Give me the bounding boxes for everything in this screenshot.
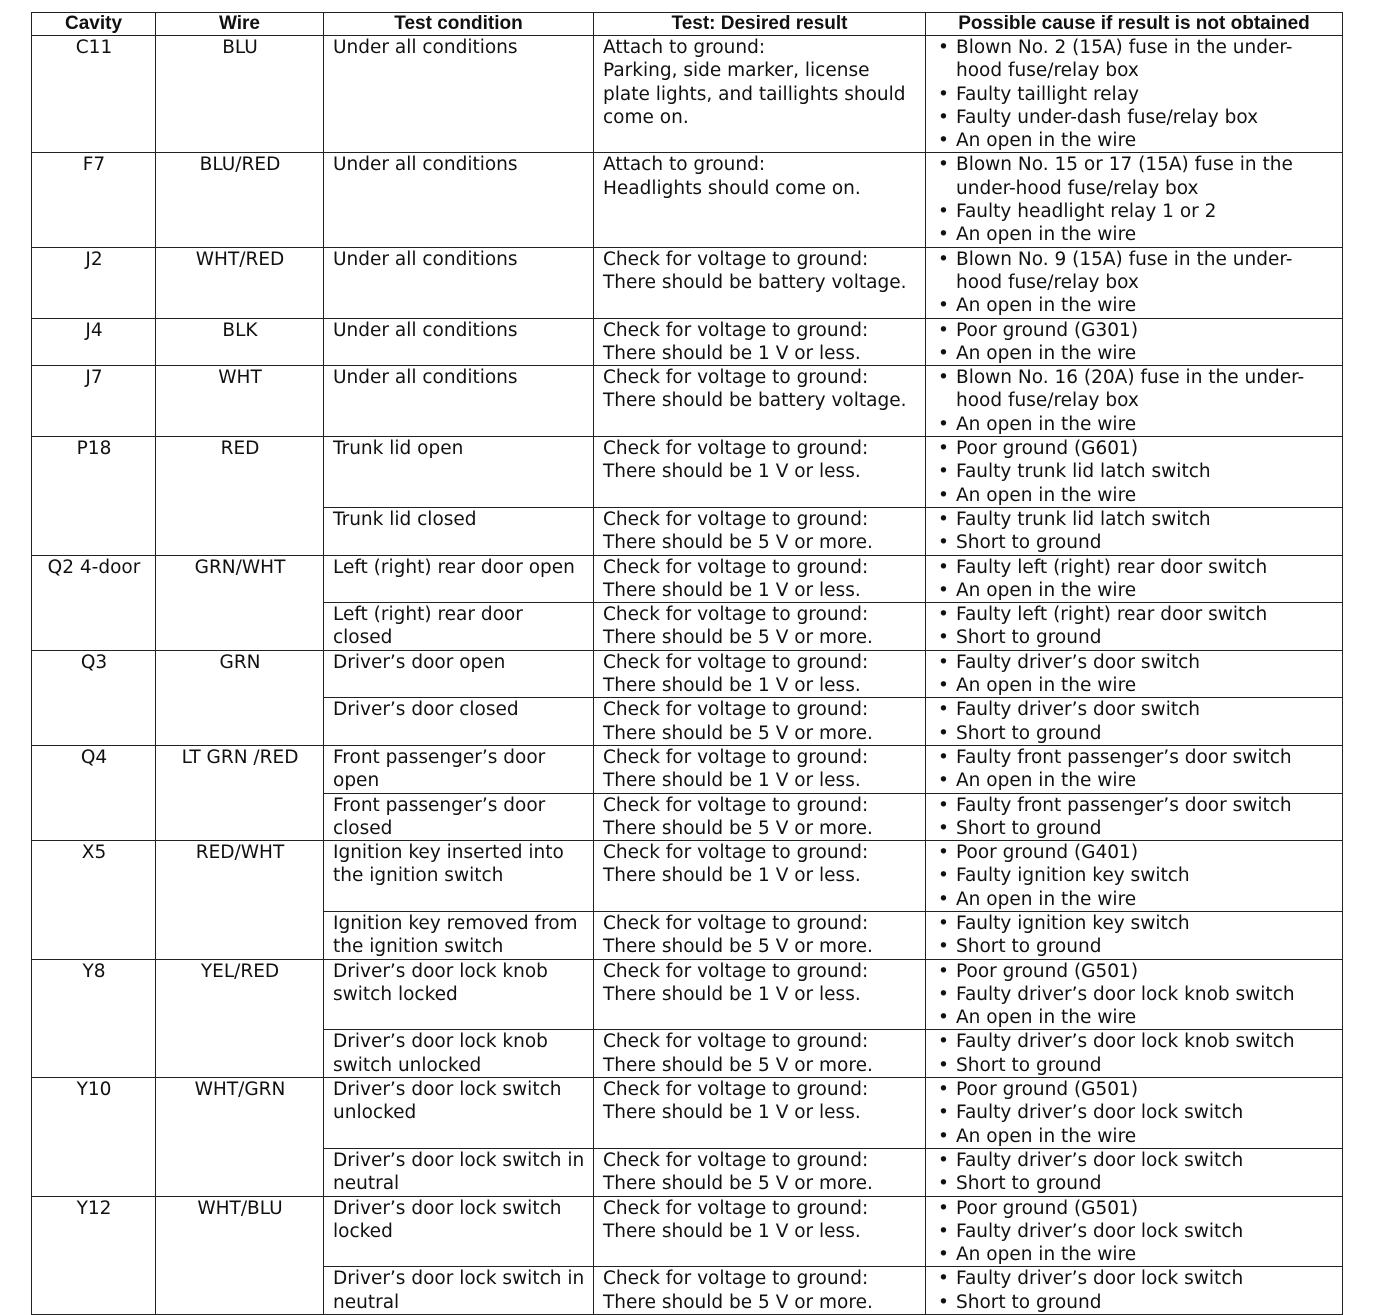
possible-cause-cell (926, 1267, 1343, 1315)
result-line: There should be 5 V or more. (603, 1291, 873, 1313)
cause-list (935, 248, 1334, 318)
result-line: Check for voltage to ground: (603, 1149, 869, 1171)
possible-cause-cell (926, 437, 1343, 508)
cause-item: • Blown No. 15 or 17 (15A) fuse in the under-hood fuse/relay box (956, 153, 1334, 200)
result-line: Check for voltage to ground: (603, 1268, 869, 1290)
cause-list (935, 36, 1334, 152)
cause-item: • An open in the wire (956, 342, 1334, 365)
desired-result-cell (594, 366, 926, 437)
test-condition-cell: Front passenger’s door closed (324, 793, 594, 841)
desired-result-cell (594, 603, 926, 651)
cause-item: • Faulty driver’s door switch (956, 698, 1334, 721)
table-row (32, 366, 1343, 437)
cavity-cell: Y12 (32, 1196, 156, 1314)
wire-cell: BLU/RED (156, 153, 324, 247)
possible-cause-cell (926, 555, 1343, 603)
result-line: There should be 1 V or less. (603, 983, 861, 1005)
test-condition-cell: Ignition key removed from the ignition switch (324, 911, 594, 959)
table-row (32, 650, 1343, 698)
desired-result-cell (594, 153, 926, 247)
table-body (32, 36, 1343, 1315)
possible-cause-cell (926, 911, 1343, 959)
result-line: Attach to ground: (603, 154, 766, 176)
test-condition-cell: Under all conditions (324, 318, 594, 366)
cause-item: • An open in the wire (956, 294, 1334, 317)
result-line: Check for voltage to ground: (603, 1079, 869, 1101)
result-line: There should be 1 V or less. (603, 865, 861, 887)
cavity-cell: F7 (32, 153, 156, 247)
result-line: There should be 1 V or less. (603, 770, 861, 792)
cause-item: • Poor ground (G601) (956, 437, 1334, 460)
wire-cell: WHT/RED (156, 247, 324, 318)
result-line: Check for voltage to ground: (603, 699, 869, 721)
desired-result-cell (594, 1148, 926, 1196)
result-line: Check for voltage to ground: (603, 508, 869, 530)
cause-list (935, 746, 1334, 793)
desired-result-cell (594, 650, 926, 698)
cause-item: • Poor ground (G401) (956, 841, 1334, 864)
cause-list (935, 437, 1334, 507)
possible-cause-cell (926, 1148, 1343, 1196)
result-line: There should be 5 V or more. (603, 1173, 873, 1195)
result-line: Check for voltage to ground: (603, 319, 869, 341)
result-line: Parking, side marker, license plate lights, and taillights should come on. (603, 60, 906, 128)
test-condition-cell: Under all conditions (324, 247, 594, 318)
possible-cause-cell (926, 745, 1343, 793)
test-condition-cell: Under all conditions (324, 36, 594, 153)
cause-item: • Blown No. 16 (20A) fuse in the under-hood fuse/relay box (956, 366, 1334, 413)
cause-list (935, 912, 1334, 959)
cause-list (935, 651, 1334, 698)
test-condition-cell: Trunk lid closed (324, 507, 594, 555)
cause-item: • Faulty taillight relay (956, 83, 1334, 106)
desired-result-cell (594, 318, 926, 366)
possible-cause-cell (926, 841, 1343, 912)
desired-result-cell (594, 437, 926, 508)
table-row (32, 36, 1343, 153)
possible-cause-cell (926, 247, 1343, 318)
cause-list (935, 841, 1334, 911)
cause-item: • Short to ground (956, 626, 1334, 649)
wire-cell: GRN/WHT (156, 555, 324, 650)
result-line: Check for voltage to ground: (603, 604, 869, 626)
possible-cause-cell (926, 153, 1343, 247)
cause-item: • An open in the wire (956, 769, 1334, 792)
cause-item: • An open in the wire (956, 1006, 1334, 1029)
wire-cell: LT GRN /RED (156, 745, 324, 840)
cavity-cell: P18 (32, 437, 156, 555)
table-row (32, 841, 1343, 912)
table-row (32, 745, 1343, 793)
possible-cause-cell (926, 1196, 1343, 1267)
header-possible-cause: Possible cause if result is not obtained (926, 13, 1343, 36)
cause-item: • Poor ground (G501) (956, 1197, 1334, 1220)
cause-item: • Faulty front passenger’s door switch (956, 746, 1334, 769)
cause-list (935, 153, 1334, 246)
cause-item: • An open in the wire (956, 413, 1334, 436)
test-condition-cell: Driver’s door lock switch unlocked (324, 1078, 594, 1149)
desired-result-cell (594, 1267, 926, 1315)
table-row (32, 1196, 1343, 1267)
cause-item: • Faulty left (right) rear door switch (956, 603, 1334, 626)
test-condition-cell: Left (right) rear door closed (324, 603, 594, 651)
cause-item: • Poor ground (G501) (956, 1078, 1334, 1101)
header-desired-result: Test: Desired result (594, 13, 926, 36)
table-row (32, 959, 1343, 1030)
possible-cause-cell (926, 1030, 1343, 1078)
wire-cell: YEL/RED (156, 959, 324, 1077)
table-row (32, 437, 1343, 508)
table-row (32, 555, 1343, 603)
cavity-cell: Y10 (32, 1078, 156, 1196)
cause-item: • Short to ground (956, 722, 1334, 745)
desired-result-cell (594, 1078, 926, 1149)
result-line: There should be 5 V or more. (603, 1054, 873, 1076)
wire-cell: GRN (156, 650, 324, 745)
cause-list (935, 366, 1334, 436)
cause-item: • Poor ground (G301) (956, 319, 1334, 342)
header-row (32, 13, 1343, 36)
cause-item: • Faulty headlight relay 1 or 2 (956, 200, 1334, 223)
possible-cause-cell (926, 650, 1343, 698)
desired-result-cell (594, 911, 926, 959)
cause-item: • Faulty trunk lid latch switch (956, 460, 1334, 483)
desired-result-cell (594, 507, 926, 555)
wire-cell: WHT (156, 366, 324, 437)
cause-list (935, 1197, 1334, 1267)
table-row (32, 318, 1343, 366)
possible-cause-cell (926, 603, 1343, 651)
table-row (32, 247, 1343, 318)
cause-item: • An open in the wire (956, 888, 1334, 911)
cause-item: • Short to ground (956, 1291, 1334, 1314)
cause-item: • Poor ground (G501) (956, 960, 1334, 983)
result-line: Check for voltage to ground: (603, 248, 869, 270)
cause-item: • Faulty ignition key switch (956, 864, 1334, 887)
result-line: Check for voltage to ground: (603, 651, 869, 673)
wire-cell: WHT/GRN (156, 1078, 324, 1196)
result-line: There should be 5 V or more. (603, 627, 873, 649)
desired-result-cell (594, 793, 926, 841)
possible-cause-cell (926, 1078, 1343, 1149)
test-condition-cell: Under all conditions (324, 366, 594, 437)
result-line: There should be 1 V or less. (603, 579, 861, 601)
desired-result-cell (594, 1196, 926, 1267)
cause-item: • Faulty driver’s door lock switch (956, 1267, 1334, 1290)
result-line: Check for voltage to ground: (603, 438, 869, 460)
result-line: There should be 5 V or more. (603, 532, 873, 554)
test-condition-cell: Driver’s door lock switch in neutral (324, 1267, 594, 1315)
desired-result-cell (594, 247, 926, 318)
cause-list (935, 698, 1334, 745)
header-wire: Wire (156, 13, 324, 36)
result-line: There should be 1 V or less. (603, 1220, 861, 1242)
cause-item: • Faulty under-dash fuse/relay box (956, 106, 1334, 129)
cause-item: • Short to ground (956, 935, 1334, 958)
desired-result-cell (594, 698, 926, 746)
cause-item: • Faulty ignition key switch (956, 912, 1334, 935)
result-line: Check for voltage to ground: (603, 1197, 869, 1219)
cavity-cell: C11 (32, 36, 156, 153)
cavity-cell: Q4 (32, 745, 156, 840)
result-line: There should be battery voltage. (603, 271, 907, 293)
cause-item: • Faulty driver’s door lock switch (956, 1101, 1334, 1124)
wire-cell: BLU (156, 36, 324, 153)
desired-result-cell (594, 841, 926, 912)
result-line: Check for voltage to ground: (603, 912, 869, 934)
test-condition-cell: Trunk lid open (324, 437, 594, 508)
cause-list (935, 1267, 1334, 1314)
desired-result-cell (594, 1030, 926, 1078)
cause-list (935, 1149, 1334, 1196)
result-line: Check for voltage to ground: (603, 746, 869, 768)
cause-item: • An open in the wire (956, 484, 1334, 507)
cause-item: • Faulty driver’s door lock switch (956, 1149, 1334, 1172)
cause-item: • Short to ground (956, 817, 1334, 840)
cause-item: • Faulty driver’s door lock knob switch (956, 1030, 1334, 1053)
result-line: Check for voltage to ground: (603, 842, 869, 864)
test-condition-cell: Left (right) rear door open (324, 555, 594, 603)
cause-item: • Blown No. 2 (15A) fuse in the under-hood fuse/relay box (956, 36, 1334, 83)
wire-cell: RED/WHT (156, 841, 324, 959)
cause-item: • An open in the wire (956, 579, 1334, 602)
possible-cause-cell (926, 698, 1343, 746)
result-line: There should be battery voltage. (603, 390, 907, 412)
result-line: Check for voltage to ground: (603, 556, 869, 578)
result-line: There should be 1 V or less. (603, 342, 861, 364)
result-line: There should be 1 V or less. (603, 461, 861, 483)
cause-list (935, 508, 1334, 555)
cause-item: • Faulty left (right) rear door switch (956, 556, 1334, 579)
cause-list (935, 794, 1334, 841)
cause-item: • An open in the wire (956, 223, 1334, 246)
cause-item: • Short to ground (956, 531, 1334, 554)
possible-cause-cell (926, 366, 1343, 437)
table-row (32, 153, 1343, 247)
cavity-cell: Q2 4-door (32, 555, 156, 650)
table-row (32, 1078, 1343, 1149)
result-line: There should be 5 V or more. (603, 936, 873, 958)
result-line: Check for voltage to ground: (603, 1031, 869, 1053)
wire-cell: WHT/BLU (156, 1196, 324, 1314)
cause-item: • Faulty driver’s door lock switch (956, 1220, 1334, 1243)
result-line: Check for voltage to ground: (603, 794, 869, 816)
cause-list (935, 319, 1334, 366)
cavity-cell: Q3 (32, 650, 156, 745)
desired-result-cell (594, 959, 926, 1030)
result-line: There should be 5 V or more. (603, 817, 873, 839)
test-condition-cell: Driver’s door open (324, 650, 594, 698)
test-condition-cell: Driver’s door lock switch locked (324, 1196, 594, 1267)
test-condition-cell: Driver’s door lock knob switch unlocked (324, 1030, 594, 1078)
possible-cause-cell (926, 793, 1343, 841)
cause-item: • Faulty trunk lid latch switch (956, 508, 1334, 531)
test-condition-cell: Driver’s door lock switch in neutral (324, 1148, 594, 1196)
result-line: There should be 1 V or less. (603, 1102, 861, 1124)
possible-cause-cell (926, 959, 1343, 1030)
desired-result-cell (594, 745, 926, 793)
test-condition-cell: Driver’s door closed (324, 698, 594, 746)
possible-cause-cell (926, 36, 1343, 153)
cavity-cell: J2 (32, 247, 156, 318)
cause-item: • An open in the wire (956, 129, 1334, 152)
cavity-cell: Y8 (32, 959, 156, 1077)
wire-cell: RED (156, 437, 324, 555)
result-line: There should be 5 V or more. (603, 722, 873, 744)
test-condition-cell: Driver’s door lock knob switch locked (324, 959, 594, 1030)
cavity-cell: X5 (32, 841, 156, 959)
cause-list (935, 556, 1334, 603)
wire-cell: BLK (156, 318, 324, 366)
cause-item: • An open in the wire (956, 674, 1334, 697)
result-line: Check for voltage to ground: (603, 367, 869, 389)
cause-item: • Faulty driver’s door switch (956, 651, 1334, 674)
test-condition-cell: Ignition key inserted into the ignition switch (324, 841, 594, 912)
result-line: There should be 1 V or less. (603, 675, 861, 697)
test-condition-cell: Under all conditions (324, 153, 594, 247)
header-cavity: Cavity (32, 13, 156, 36)
desired-result-cell (594, 36, 926, 153)
cause-item: • Faulty front passenger’s door switch (956, 794, 1334, 817)
test-condition-cell: Front passenger’s door open (324, 745, 594, 793)
cause-list (935, 1078, 1334, 1148)
desired-result-cell (594, 555, 926, 603)
cavity-cell: J7 (32, 366, 156, 437)
cause-item: • Faulty driver’s door lock knob switch (956, 983, 1334, 1006)
result-line: Headlights should come on. (603, 177, 861, 199)
cause-item: • An open in the wire (956, 1125, 1334, 1148)
header-test-condition: Test condition (324, 13, 594, 36)
cause-item: • Blown No. 9 (15A) fuse in the under-hood fuse/relay box (956, 248, 1334, 295)
cause-item: • An open in the wire (956, 1243, 1334, 1266)
cause-list (935, 1030, 1334, 1077)
result-line: Attach to ground: (603, 37, 766, 58)
possible-cause-cell (926, 318, 1343, 366)
cavity-cell: J4 (32, 318, 156, 366)
cause-item: • Short to ground (956, 1054, 1334, 1077)
result-line: Check for voltage to ground: (603, 960, 869, 982)
cause-list (935, 960, 1334, 1030)
connector-test-table (31, 12, 1343, 1315)
possible-cause-cell (926, 507, 1343, 555)
cause-item: • Short to ground (956, 1172, 1334, 1195)
cause-list (935, 603, 1334, 650)
